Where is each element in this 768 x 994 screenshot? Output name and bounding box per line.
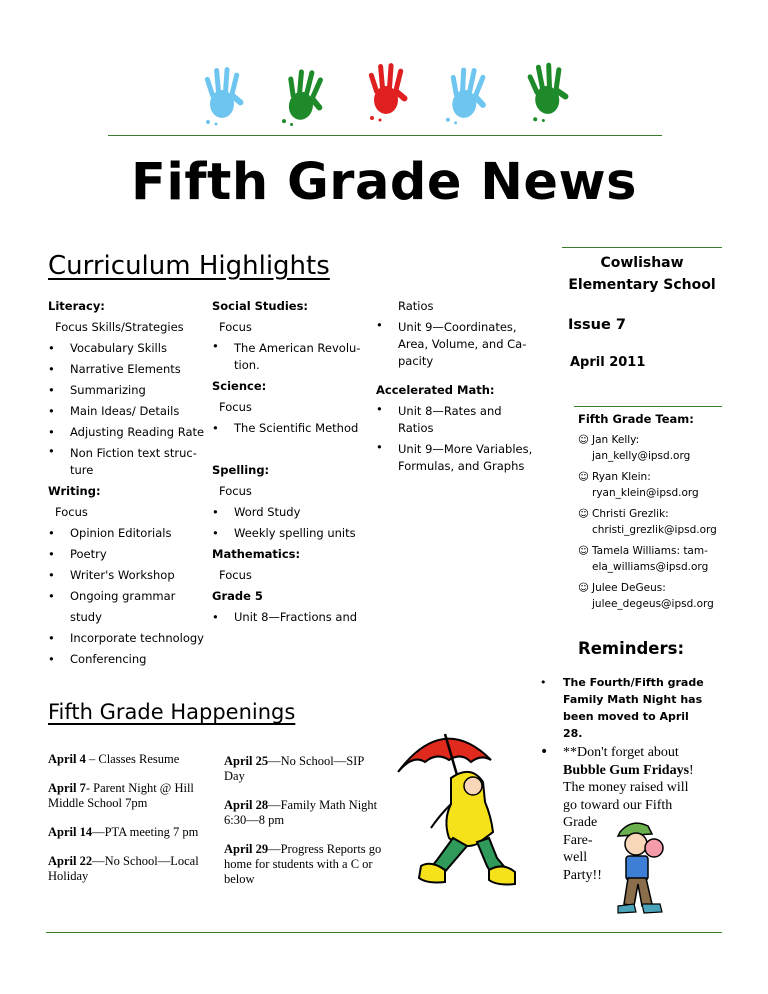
science-list — [212, 418, 372, 439]
email-link[interactable]: ela_williams@ipsd.org — [592, 561, 709, 573]
list-item: • Poetry — [48, 544, 208, 565]
sidebar-top-rule — [562, 247, 722, 248]
list-item: • Weekly spelling units — [212, 523, 372, 544]
bottom-rule — [46, 932, 722, 933]
event-item: April 28—Family Math Night 6:30—8 pm — [224, 798, 378, 827]
issue-date: April 2011 — [570, 355, 646, 370]
social-studies-focus: Focus — [219, 320, 252, 334]
team-rule — [574, 406, 722, 407]
list-item: • Adjusting Reading Rate — [48, 422, 208, 443]
list-item: • The Scientific Method — [212, 418, 372, 439]
email-link[interactable]: jan_kelly@ipsd.org — [592, 450, 691, 462]
smiley-icon: ☺ — [578, 434, 589, 446]
science-focus: Focus — [219, 400, 252, 414]
event-item: April 25—No School—SIP Day — [224, 754, 364, 783]
team-member: ☺ Julee DeGeus: julee_degeus@ipsd.org — [578, 582, 714, 610]
social-studies-list — [212, 338, 372, 376]
list-item: • Incorporate technology — [48, 628, 208, 649]
list-item: • The American Revolu- tion. — [212, 338, 372, 376]
accelerated-math-list — [376, 401, 546, 477]
science-heading: Science: — [212, 379, 267, 393]
email-link[interactable]: ryan_klein@ipsd.org — [592, 487, 699, 499]
spelling-focus: Focus — [219, 484, 252, 498]
list-item: • Opinion Editorials — [48, 523, 208, 544]
event-item: April 22—No School—Local Holiday — [48, 854, 199, 883]
grade-5-heading: Grade 5 — [212, 589, 263, 603]
page-title: Fifth Grade News — [131, 153, 637, 212]
team-member: ☺ Christi Grezlik: christi_grezlik@ipsd.org — [578, 508, 717, 536]
list-item: • Word Study — [212, 502, 372, 523]
email-link[interactable]: christi_grezlik@ipsd.org — [592, 524, 717, 536]
team-list — [578, 432, 728, 617]
accelerated-math-heading: Accelerated Math: — [376, 383, 495, 397]
spelling-heading: Spelling: — [212, 463, 270, 477]
list-item: • Main Ideas/ Details — [48, 401, 208, 422]
blue-hand-icon — [204, 67, 244, 126]
list-item: • Unit 9—Coordinates, Area, Volume, and Ca- pacity — [376, 317, 546, 372]
reminders-heading: Reminders: — [578, 639, 685, 658]
top-rule — [108, 135, 662, 136]
list-item: • Unit 8—Rates and Ratios — [376, 401, 546, 439]
list-item: • Writer's Workshop — [48, 565, 208, 586]
curriculum-column-3 — [376, 296, 546, 477]
handprints-decoration — [190, 50, 585, 128]
team-member: ☺ Tamela Williams: tam- ela_williams@ipsd.org — [578, 545, 709, 573]
list-item: • Summarizing — [48, 380, 208, 401]
social-studies-heading: Social Studies: — [212, 299, 309, 313]
literacy-focus: Focus Skills/Strategies — [55, 320, 184, 334]
green-hand-icon — [526, 61, 572, 123]
spelling-list — [212, 502, 372, 544]
list-item: • Vocabulary Skills — [48, 338, 208, 359]
smiley-icon: ☺ — [578, 508, 589, 520]
writing-heading: Writing: — [48, 484, 101, 498]
reminder-item: • The Fourth/Fifth grade Family Math Night has been moved to April 28. — [540, 676, 704, 740]
team-heading: Fifth Grade Team: — [578, 412, 694, 426]
mathematics-focus: Focus — [219, 568, 252, 582]
event-item: April 29—Progress Reports go home for students with a C or below — [224, 842, 382, 886]
writing-focus: Focus — [55, 505, 88, 519]
writing-list — [48, 523, 208, 670]
happenings-column-1 — [48, 752, 218, 898]
literacy-heading: Literacy: — [48, 299, 105, 313]
list-item: • Unit 8—Fractions and — [212, 607, 372, 628]
list-item-continuation: Ratios — [398, 299, 434, 313]
green-hand-icon — [280, 66, 330, 128]
blue-hand-icon — [444, 65, 492, 128]
list-item: • Conferencing — [48, 649, 208, 670]
bubble-gum-boy-illustration — [614, 818, 694, 918]
issue-number: Issue 7 — [568, 317, 626, 333]
mathematics-heading: Mathematics: — [212, 547, 301, 561]
smiley-icon: ☺ — [578, 582, 589, 594]
team-member: ☺ Jan Kelly: jan_kelly@ipsd.org — [578, 434, 691, 462]
school-name: Cowlishaw Elementary School — [568, 255, 716, 293]
umbrella-child-illustration — [393, 720, 523, 890]
red-hand-icon — [368, 63, 408, 122]
event-item: April 7- Parent Night @ Hill Middle School 7pm — [48, 781, 194, 810]
mathematics-list — [212, 607, 372, 628]
team-member: ☺ Ryan Klein: ryan_klein@ipsd.org — [578, 471, 699, 499]
list-item: • Narrative Elements — [48, 359, 208, 380]
literacy-list — [48, 338, 208, 481]
curriculum-heading: Curriculum Highlights — [48, 251, 330, 281]
list-item: • Non Fiction text struc- ture — [48, 443, 208, 481]
smiley-icon: ☺ — [578, 545, 589, 557]
happenings-column-2 — [224, 754, 384, 901]
math-units-list — [376, 317, 546, 372]
curriculum-column-2 — [212, 296, 372, 628]
event-item: April 14—PTA meeting 7 pm — [48, 825, 199, 839]
curriculum-column-1 — [48, 296, 208, 670]
list-item: • Unit 9—More Variables, Formulas, and Graphs — [376, 439, 546, 477]
reminder-item: • **Don't forget about Bubble Gum Fridays! The money raised will go toward our Fifth Grade Fare- well Party!! — [540, 744, 694, 883]
smiley-icon: ☺ — [578, 471, 589, 483]
happenings-heading: Fifth Grade Happenings — [48, 700, 296, 724]
email-link[interactable]: julee_degeus@ipsd.org — [592, 598, 714, 610]
list-item: • Ongoing grammar study — [48, 586, 208, 628]
event-item: April 4 – Classes Resume — [48, 752, 180, 766]
